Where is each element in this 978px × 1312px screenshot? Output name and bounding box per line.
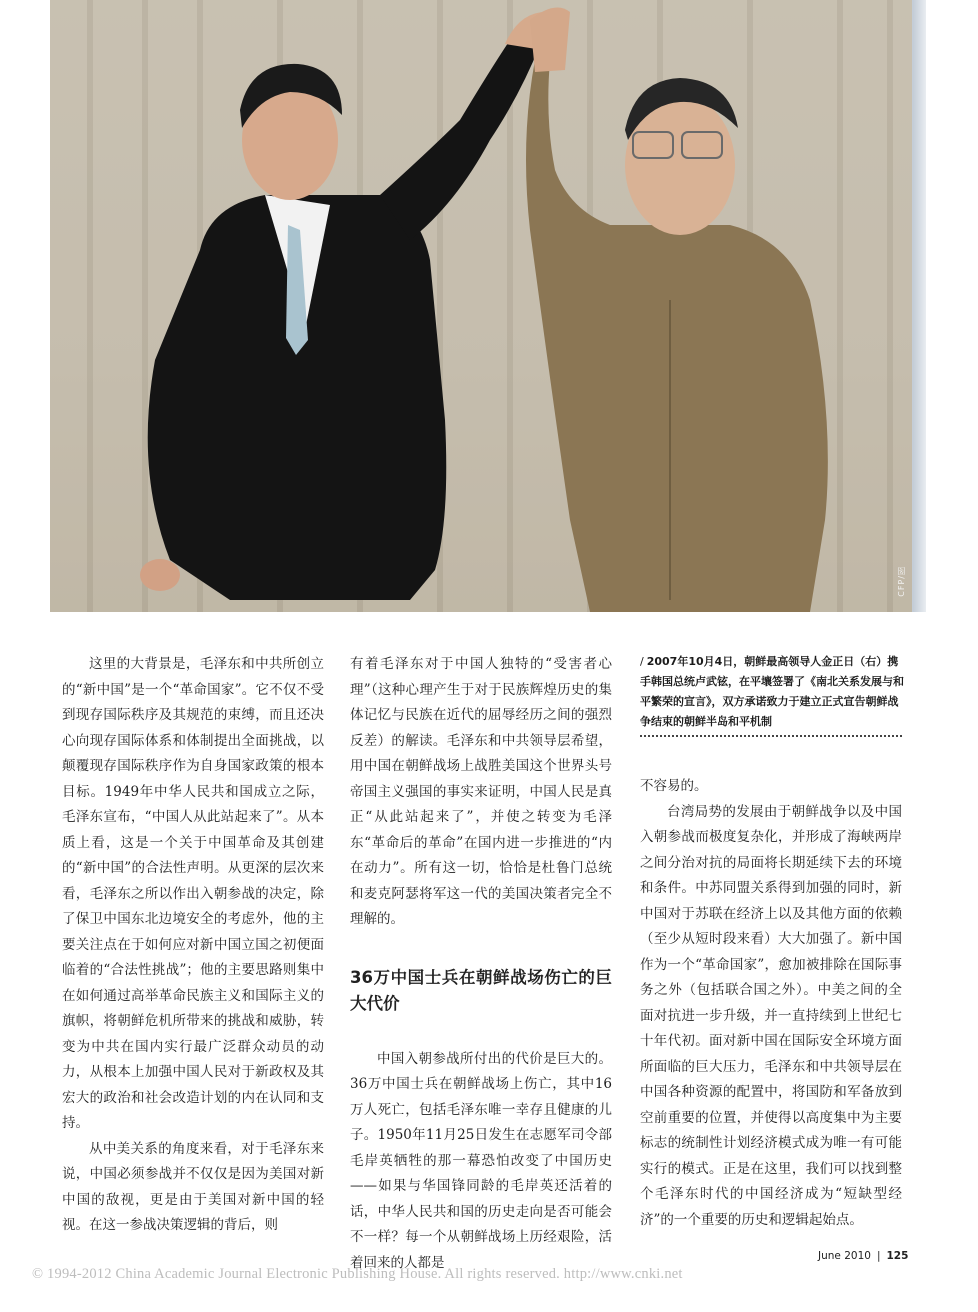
caption-marker: / (640, 655, 644, 668)
photo-caption (640, 652, 908, 732)
folio-separator: | (876, 1250, 881, 1262)
paragraph: 台湾局势的发展由于朝鲜战争以及中国入朝参战而极度复杂化，并形成了海峡两岸之间分治对抗的局面将长期延续下去的环境和条件。中苏同盟关系得到加强的同时，新中国对于苏联在经济上以及其他方面的依赖（至少从短时段来看）大大加强了。新中国作为一个“革命国家”，愈加被排除在国际事务之外（包括联合国之外）。中美之间的全面对抗进一步升级，并一直持续到上世纪七十年代初。面对新中国在国际安全环境方面所面临的巨大压力，毛泽东和中共领导层在中国各种资源的配置中，将国防和军备放到空前重要的位置，并使得以高度集中为主要标志的统制性计划经济模式成为唯一有可能实行的模式。正是在这里，我们可以找到整个毛泽东时代的中国经济成为“短缺型经济”的一个重要的历史和逻辑起始点。 (640, 803, 902, 1228)
paragraph: 不容易的。 (640, 778, 708, 794)
section-heading: 36万中国士兵在朝鲜战场伤亡的巨大代价 (350, 967, 612, 1013)
paragraph: 这里的大背景是，毛泽东和中共所创立的“新中国”是一个“革命国家”。它不仅不受到现存国际秩序及其规范的束缚，而且还决心向现存国际体系和体制提出全面挑战，以颠覆现存国际秩序作为自身国家政策的根本目标。1949年中华人民共和国成立之际，毛泽东宣布，“中国人从此站起来了”。从本质上看，这是一个关于中国革命及其创建的“新中国”的合法性声明。从更深的层次来看，毛泽东之所以作出入朝参战的决定，除了保卫中国东北边境安全的考虑外，他的主要关注点在于如何应对新中国立国之初便面临着的“合法性挑战”；他的主要思路则集中在如何通过高举革命民族主义和国际主义的旗帜，将朝鲜危机所带来的挑战和威胁，转变为中共在国内实行最广泛群众动员的动力，从根本上加强中国人民对于新政权及其宏大的政治和社会改造计划的内在认同和支持。 (62, 656, 324, 1131)
paragraph: 中国入朝参战所付出的代价是巨大的。36万中国士兵在朝鲜战场上伤亡，其中16万人死亡，包括毛泽东唯一幸存且健康的儿子。1950年11月25日发生在志愿军司令部毛岸英牺牲的那一幕恐怕改变了中国历史——如果与华国锋同龄的毛岸英还活着的话，中华人民共和国的历史走向是否可能会不一样？每一个从朝鲜战场上历经艰险，活着回来的人都是 (350, 1050, 612, 1271)
caption-text: 2007年10月4日，朝鲜最高领导人金正日（右）携手韩国总统卢武铉，在平壤签署了《南北关系发展与和平繁荣的宣言》，双方承诺致力于建立正式宣告朝鲜战争结束的朝鲜半岛和平机制 (640, 655, 904, 728)
news-photo (50, 0, 912, 612)
photo-credit: CFP/图 (897, 566, 906, 597)
caption-divider (640, 735, 902, 737)
paragraph: 从中美关系的角度来看，对于毛泽东来说，中国必须参战并不仅仅是因为美国对新中国的敌视，更是由于美国对新中国的轻视。在这一参战决策逻辑的背后，则 (62, 1140, 324, 1233)
article-column-right (640, 774, 902, 1233)
article-column-left (62, 652, 324, 1239)
paragraph: 有着毛泽东对于中国人独特的“受害者心理”（这种心理产生于对于民族辉煌历史的集体记忆与民族在近代的屈辱经历之间的强烈反差）的解读。毛泽东和中共领导层希望，用中国在朝鲜战场上战胜美国这个世界头号帝国主义强国的事实来证明，中国人民是真正“从此站起来了”，并使之转变为毛泽东“革命后的革命”在国内进一步推进的“内在动力”。所有这一切，恰恰是杜鲁门总统和麦克阿瑟将军这一代的美国决策者完全不理解的。 (350, 656, 612, 927)
page-number: 125 (886, 1250, 909, 1262)
issue-date: June 2010 (818, 1250, 871, 1262)
article-column-middle (350, 652, 612, 1276)
copyright-footer: © 1994-2012 China Academic Journal Electronic Publishing House. All rights reserved. http://www.cnki.net (32, 1266, 683, 1282)
page-folio (818, 1250, 908, 1262)
